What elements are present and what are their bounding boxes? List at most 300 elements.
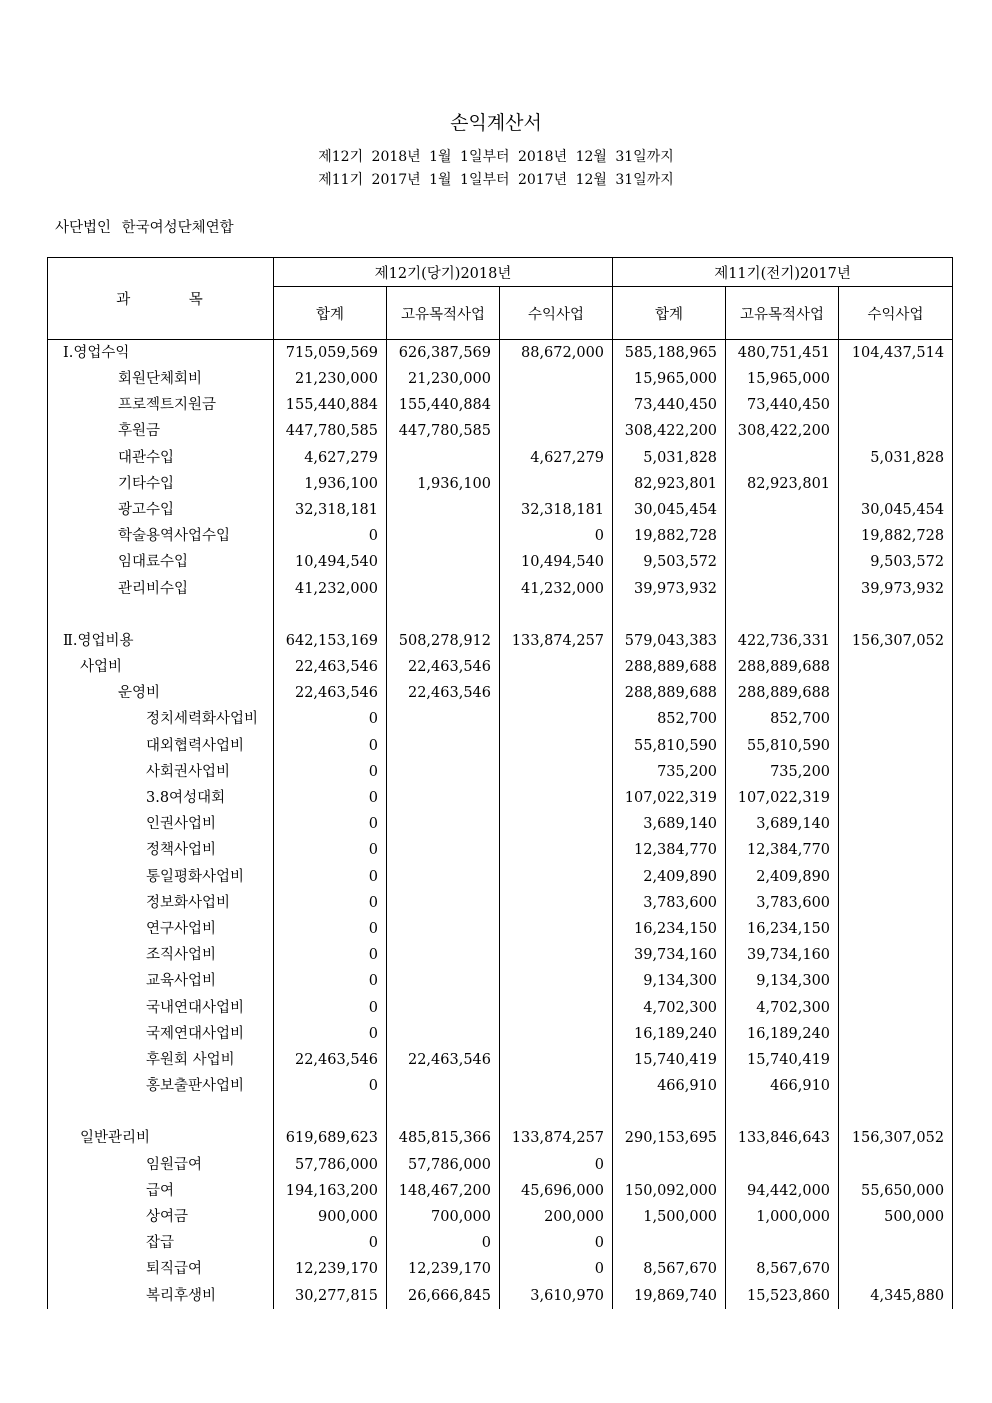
amount-cell: 21,230,000: [274, 366, 387, 392]
amount-cell: 22,463,546: [387, 654, 500, 680]
amount-cell: 16,189,240: [613, 1021, 726, 1047]
amount-cell: [500, 366, 613, 392]
account-label: [48, 1099, 274, 1125]
account-label: 국제연대사업비: [48, 1021, 274, 1047]
amount-cell: 308,422,200: [726, 419, 839, 445]
table-row: [48, 707, 953, 733]
amount-cell: 626,387,569: [387, 340, 500, 367]
amount-cell: 16,234,150: [726, 916, 839, 942]
amount-cell: 30,045,454: [613, 497, 726, 523]
amount-cell: [839, 942, 953, 968]
amount-cell: [500, 654, 613, 680]
amount-cell: [387, 1021, 500, 1047]
account-label: 기타수입: [48, 471, 274, 497]
amount-cell: [387, 1099, 500, 1125]
amount-cell: 8,567,670: [613, 1257, 726, 1283]
amount-cell: 9,503,572: [613, 550, 726, 576]
amount-cell: 32,318,181: [274, 497, 387, 523]
amount-cell: 735,200: [613, 759, 726, 785]
table-row: [48, 811, 953, 837]
amount-cell: 288,889,688: [726, 654, 839, 680]
amount-cell: [387, 969, 500, 995]
amount-cell: 500,000: [839, 1204, 953, 1230]
amount-cell: [500, 916, 613, 942]
amount-cell: [839, 392, 953, 418]
amount-cell: [387, 864, 500, 890]
amount-cell: 10,494,540: [274, 550, 387, 576]
period-prior: 제11기 2017년 1월 1일부터 2017년 12월 31일까지: [318, 172, 674, 188]
spacer-row: [48, 1099, 953, 1125]
table-row: [48, 445, 953, 471]
amount-cell: 82,923,801: [613, 471, 726, 497]
table-row: [48, 1257, 953, 1283]
amount-cell: [839, 1021, 953, 1047]
amount-cell: 150,092,000: [613, 1178, 726, 1204]
amount-cell: [387, 497, 500, 523]
amount-cell: [274, 602, 387, 628]
table-row: [48, 916, 953, 942]
account-label: 임대료수입: [48, 550, 274, 576]
amount-cell: [613, 1230, 726, 1256]
amount-cell: [839, 419, 953, 445]
group-header-prior: 제11기(전기)2017년: [613, 258, 953, 287]
amount-cell: 3,689,140: [726, 811, 839, 837]
table-row: [48, 550, 953, 576]
amount-cell: [613, 1099, 726, 1125]
amount-cell: [500, 602, 613, 628]
amount-cell: 16,189,240: [726, 1021, 839, 1047]
amount-cell: 73,440,450: [726, 392, 839, 418]
amount-cell: 0: [274, 916, 387, 942]
amount-cell: 94,442,000: [726, 1178, 839, 1204]
account-label: Ⅰ.영업수익: [48, 340, 274, 367]
amount-cell: 619,689,623: [274, 1126, 387, 1152]
amount-cell: 30,277,815: [274, 1283, 387, 1309]
account-label: 정책사업비: [48, 838, 274, 864]
amount-cell: 200,000: [500, 1204, 613, 1230]
amount-cell: 32,318,181: [500, 497, 613, 523]
amount-cell: 21,230,000: [387, 366, 500, 392]
amount-cell: 0: [387, 1230, 500, 1256]
amount-cell: 148,467,200: [387, 1178, 500, 1204]
amount-cell: 0: [274, 785, 387, 811]
amount-cell: 12,384,770: [726, 838, 839, 864]
amount-cell: 0: [274, 523, 387, 549]
amount-cell: 107,022,319: [613, 785, 726, 811]
account-label: 교육사업비: [48, 969, 274, 995]
amount-cell: 0: [274, 1073, 387, 1099]
amount-cell: [387, 942, 500, 968]
account-label: 인권사업비: [48, 811, 274, 837]
account-label: 사회권사업비: [48, 759, 274, 785]
account-label: 사업비: [48, 654, 274, 680]
amount-cell: [500, 707, 613, 733]
amount-cell: 39,973,932: [613, 576, 726, 602]
amount-cell: [387, 759, 500, 785]
amount-cell: 485,815,366: [387, 1126, 500, 1152]
amount-cell: [387, 550, 500, 576]
amount-cell: 447,780,585: [387, 419, 500, 445]
amount-cell: 82,923,801: [726, 471, 839, 497]
amount-cell: 0: [274, 759, 387, 785]
account-label: Ⅱ.영업비용: [48, 628, 274, 654]
amount-cell: [839, 471, 953, 497]
amount-cell: [387, 1073, 500, 1099]
amount-cell: 8,567,670: [726, 1257, 839, 1283]
amount-cell: 19,869,740: [613, 1283, 726, 1309]
amount-cell: 39,973,932: [839, 576, 953, 602]
amount-cell: [387, 785, 500, 811]
account-label: 임원급여: [48, 1152, 274, 1178]
amount-cell: [839, 680, 953, 706]
table-row: [48, 733, 953, 759]
amount-cell: [839, 1257, 953, 1283]
account-label: 정치세력화사업비: [48, 707, 274, 733]
amount-cell: [726, 445, 839, 471]
subject-header: 과 목: [48, 258, 274, 340]
amount-cell: 10,494,540: [500, 550, 613, 576]
account-label: 관리비수입: [48, 576, 274, 602]
amount-cell: 0: [274, 1021, 387, 1047]
amount-cell: 22,463,546: [274, 680, 387, 706]
account-label: 조직사업비: [48, 942, 274, 968]
amount-cell: 15,740,419: [726, 1047, 839, 1073]
amount-cell: 288,889,688: [726, 680, 839, 706]
amount-cell: [839, 995, 953, 1021]
amount-cell: 73,440,450: [613, 392, 726, 418]
amount-cell: 41,232,000: [274, 576, 387, 602]
amount-cell: 30,045,454: [839, 497, 953, 523]
amount-cell: [500, 419, 613, 445]
amount-cell: 2,409,890: [613, 864, 726, 890]
amount-cell: 12,239,170: [387, 1257, 500, 1283]
amount-cell: [500, 733, 613, 759]
amount-cell: [387, 811, 500, 837]
amount-cell: [500, 969, 613, 995]
amount-cell: [839, 969, 953, 995]
amount-cell: 0: [500, 523, 613, 549]
amount-cell: 12,384,770: [613, 838, 726, 864]
account-label: 3.8여성대회: [48, 785, 274, 811]
amount-cell: 3,610,970: [500, 1283, 613, 1309]
amount-cell: [500, 864, 613, 890]
amount-cell: [500, 680, 613, 706]
col-header-revenue-current: 수익사업: [500, 287, 613, 340]
amount-cell: [387, 890, 500, 916]
amount-cell: 39,734,160: [613, 942, 726, 968]
table-row: [48, 680, 953, 706]
amount-cell: 55,810,590: [613, 733, 726, 759]
amount-cell: [500, 1099, 613, 1125]
amount-cell: 466,910: [726, 1073, 839, 1099]
amount-cell: [500, 838, 613, 864]
amount-cell: [726, 523, 839, 549]
col-header-total-prior: 합계: [613, 287, 726, 340]
amount-cell: [387, 445, 500, 471]
account-label: 통일평화사업비: [48, 864, 274, 890]
table-row: [48, 1230, 953, 1256]
amount-cell: 45,696,000: [500, 1178, 613, 1204]
amount-cell: [726, 1099, 839, 1125]
account-label: [48, 602, 274, 628]
table-row: [48, 1152, 953, 1178]
amount-cell: [500, 890, 613, 916]
spacer-row: [48, 602, 953, 628]
table-row: [48, 864, 953, 890]
amount-cell: 133,846,643: [726, 1126, 839, 1152]
account-label: 국내연대사업비: [48, 995, 274, 1021]
amount-cell: 156,307,052: [839, 1126, 953, 1152]
amount-cell: 155,440,884: [274, 392, 387, 418]
col-header-revenue-prior: 수익사업: [839, 287, 953, 340]
amount-cell: [387, 733, 500, 759]
amount-cell: [839, 1230, 953, 1256]
amount-cell: 19,882,728: [613, 523, 726, 549]
amount-cell: 4,627,279: [500, 445, 613, 471]
amount-cell: 1,936,100: [387, 471, 500, 497]
table-row: [48, 969, 953, 995]
amount-cell: 4,702,300: [613, 995, 726, 1021]
table-row: [48, 340, 953, 367]
amount-cell: [726, 576, 839, 602]
amount-cell: 900,000: [274, 1204, 387, 1230]
table-row: [48, 890, 953, 916]
amount-cell: 156,307,052: [839, 628, 953, 654]
amount-cell: [839, 838, 953, 864]
amount-cell: [839, 602, 953, 628]
account-label: 퇴직급여: [48, 1257, 274, 1283]
amount-cell: [500, 1047, 613, 1073]
amount-cell: 508,278,912: [387, 628, 500, 654]
amount-cell: [839, 366, 953, 392]
amount-cell: 422,736,331: [726, 628, 839, 654]
amount-cell: 39,734,160: [726, 942, 839, 968]
table-row: [48, 523, 953, 549]
amount-cell: 579,043,383: [613, 628, 726, 654]
amount-cell: 88,672,000: [500, 340, 613, 367]
table-row: [48, 1126, 953, 1152]
amount-cell: 12,239,170: [274, 1257, 387, 1283]
account-label: 후원회 사업비: [48, 1047, 274, 1073]
amount-cell: [500, 995, 613, 1021]
amount-cell: [500, 811, 613, 837]
amount-cell: 104,437,514: [839, 340, 953, 367]
amount-cell: [726, 550, 839, 576]
amount-cell: [839, 1099, 953, 1125]
account-label: 상여금: [48, 1204, 274, 1230]
table-row: [48, 838, 953, 864]
amount-cell: [839, 785, 953, 811]
amount-cell: [500, 392, 613, 418]
table-row: [48, 576, 953, 602]
amount-cell: 447,780,585: [274, 419, 387, 445]
table-row: [48, 628, 953, 654]
amount-cell: [839, 1073, 953, 1099]
account-label: 대관수입: [48, 445, 274, 471]
amount-cell: [839, 759, 953, 785]
amount-cell: 0: [500, 1257, 613, 1283]
account-label: 광고수입: [48, 497, 274, 523]
account-label: 회원단체회비: [48, 366, 274, 392]
amount-cell: 1,000,000: [726, 1204, 839, 1230]
amount-cell: 0: [274, 1230, 387, 1256]
amount-cell: [387, 995, 500, 1021]
col-header-purpose-current: 고유목적사업: [387, 287, 500, 340]
amount-cell: [613, 1152, 726, 1178]
amount-cell: 308,422,200: [613, 419, 726, 445]
amount-cell: [726, 1230, 839, 1256]
amount-cell: 133,874,257: [500, 1126, 613, 1152]
amount-cell: [387, 838, 500, 864]
amount-cell: 15,965,000: [613, 366, 726, 392]
table-row: [48, 1073, 953, 1099]
amount-cell: 0: [274, 942, 387, 968]
amount-cell: 700,000: [387, 1204, 500, 1230]
amount-cell: 41,232,000: [500, 576, 613, 602]
amount-cell: 735,200: [726, 759, 839, 785]
amount-cell: [500, 759, 613, 785]
amount-cell: 57,786,000: [274, 1152, 387, 1178]
amount-cell: [387, 707, 500, 733]
amount-cell: 290,153,695: [613, 1126, 726, 1152]
table-body: [48, 340, 953, 1309]
amount-cell: [274, 1099, 387, 1125]
account-label: 대외협력사업비: [48, 733, 274, 759]
amount-cell: 0: [274, 890, 387, 916]
account-label: 학술용역사업수입: [48, 523, 274, 549]
account-label: 급여: [48, 1178, 274, 1204]
col-header-purpose-prior: 고유목적사업: [726, 287, 839, 340]
account-label: 프로젝트지원금: [48, 392, 274, 418]
amount-cell: 57,786,000: [387, 1152, 500, 1178]
amount-cell: [839, 864, 953, 890]
amount-cell: [839, 811, 953, 837]
amount-cell: [726, 497, 839, 523]
amount-cell: 3,783,600: [726, 890, 839, 916]
amount-cell: 3,689,140: [613, 811, 726, 837]
amount-cell: 480,751,451: [726, 340, 839, 367]
amount-cell: 19,882,728: [839, 523, 953, 549]
amount-cell: [387, 602, 500, 628]
amount-cell: 0: [274, 969, 387, 995]
amount-cell: 852,700: [726, 707, 839, 733]
amount-cell: 0: [274, 707, 387, 733]
account-label: 운영비: [48, 680, 274, 706]
account-label: 정보화사업비: [48, 890, 274, 916]
amount-cell: 0: [274, 838, 387, 864]
table-row: [48, 392, 953, 418]
amount-cell: [839, 707, 953, 733]
amount-cell: [387, 576, 500, 602]
amount-cell: 55,650,000: [839, 1178, 953, 1204]
amount-cell: 1,500,000: [613, 1204, 726, 1230]
amount-cell: [613, 602, 726, 628]
amount-cell: 4,702,300: [726, 995, 839, 1021]
amount-cell: 0: [274, 811, 387, 837]
amount-cell: 2,409,890: [726, 864, 839, 890]
amount-cell: 55,810,590: [726, 733, 839, 759]
amount-cell: 0: [500, 1230, 613, 1256]
amount-cell: 715,059,569: [274, 340, 387, 367]
table-row: [48, 785, 953, 811]
income-statement-table: [47, 257, 953, 1309]
amount-cell: [839, 733, 953, 759]
table-row: [48, 1283, 953, 1309]
amount-cell: [500, 785, 613, 811]
amount-cell: [839, 890, 953, 916]
amount-cell: [726, 1152, 839, 1178]
col-header-total-current: 합계: [274, 287, 387, 340]
amount-cell: [726, 602, 839, 628]
amount-cell: 9,503,572: [839, 550, 953, 576]
amount-cell: 288,889,688: [613, 680, 726, 706]
amount-cell: 22,463,546: [387, 680, 500, 706]
amount-cell: [500, 471, 613, 497]
group-header-current: 제12기(당기)2018년: [274, 258, 613, 287]
amount-cell: 15,523,860: [726, 1283, 839, 1309]
account-label: 복리후생비: [48, 1283, 274, 1309]
amount-cell: 15,740,419: [613, 1047, 726, 1073]
amount-cell: [387, 916, 500, 942]
table-row: [48, 419, 953, 445]
amount-cell: [500, 942, 613, 968]
period-current: 제12기 2018년 1월 1일부터 2018년 12월 31일까지: [318, 149, 674, 165]
table-row: [48, 759, 953, 785]
amount-cell: 133,874,257: [500, 628, 613, 654]
amount-cell: 5,031,828: [613, 445, 726, 471]
amount-cell: 9,134,300: [726, 969, 839, 995]
table-row: [48, 366, 953, 392]
amount-cell: 26,666,845: [387, 1283, 500, 1309]
table-row: [48, 995, 953, 1021]
amount-cell: 9,134,300: [613, 969, 726, 995]
amount-cell: 22,463,546: [387, 1047, 500, 1073]
table-row: [48, 654, 953, 680]
table-row: [48, 1204, 953, 1230]
amount-cell: 194,163,200: [274, 1178, 387, 1204]
amount-cell: 0: [500, 1152, 613, 1178]
amount-cell: 0: [274, 733, 387, 759]
table-row: [48, 942, 953, 968]
amount-cell: 3,783,600: [613, 890, 726, 916]
amount-cell: [839, 916, 953, 942]
amount-cell: 4,345,880: [839, 1283, 953, 1309]
document-title: 손익계산서: [450, 112, 542, 134]
amount-cell: 155,440,884: [387, 392, 500, 418]
amount-cell: [839, 654, 953, 680]
account-label: 잡급: [48, 1230, 274, 1256]
amount-cell: 288,889,688: [613, 654, 726, 680]
amount-cell: 852,700: [613, 707, 726, 733]
amount-cell: [500, 1073, 613, 1099]
amount-cell: 0: [274, 995, 387, 1021]
account-label: 홍보출판사업비: [48, 1073, 274, 1099]
amount-cell: 15,965,000: [726, 366, 839, 392]
table-row: [48, 497, 953, 523]
amount-cell: 107,022,319: [726, 785, 839, 811]
amount-cell: 0: [274, 864, 387, 890]
account-label: 일반관리비: [48, 1126, 274, 1152]
amount-cell: 4,627,279: [274, 445, 387, 471]
amount-cell: 585,188,965: [613, 340, 726, 367]
table-row: [48, 1021, 953, 1047]
organization-name: 사단법인 한국여성단체연합: [55, 220, 234, 236]
account-label: 후원금: [48, 419, 274, 445]
amount-cell: 642,153,169: [274, 628, 387, 654]
amount-cell: 5,031,828: [839, 445, 953, 471]
amount-cell: 16,234,150: [613, 916, 726, 942]
amount-cell: [839, 1047, 953, 1073]
